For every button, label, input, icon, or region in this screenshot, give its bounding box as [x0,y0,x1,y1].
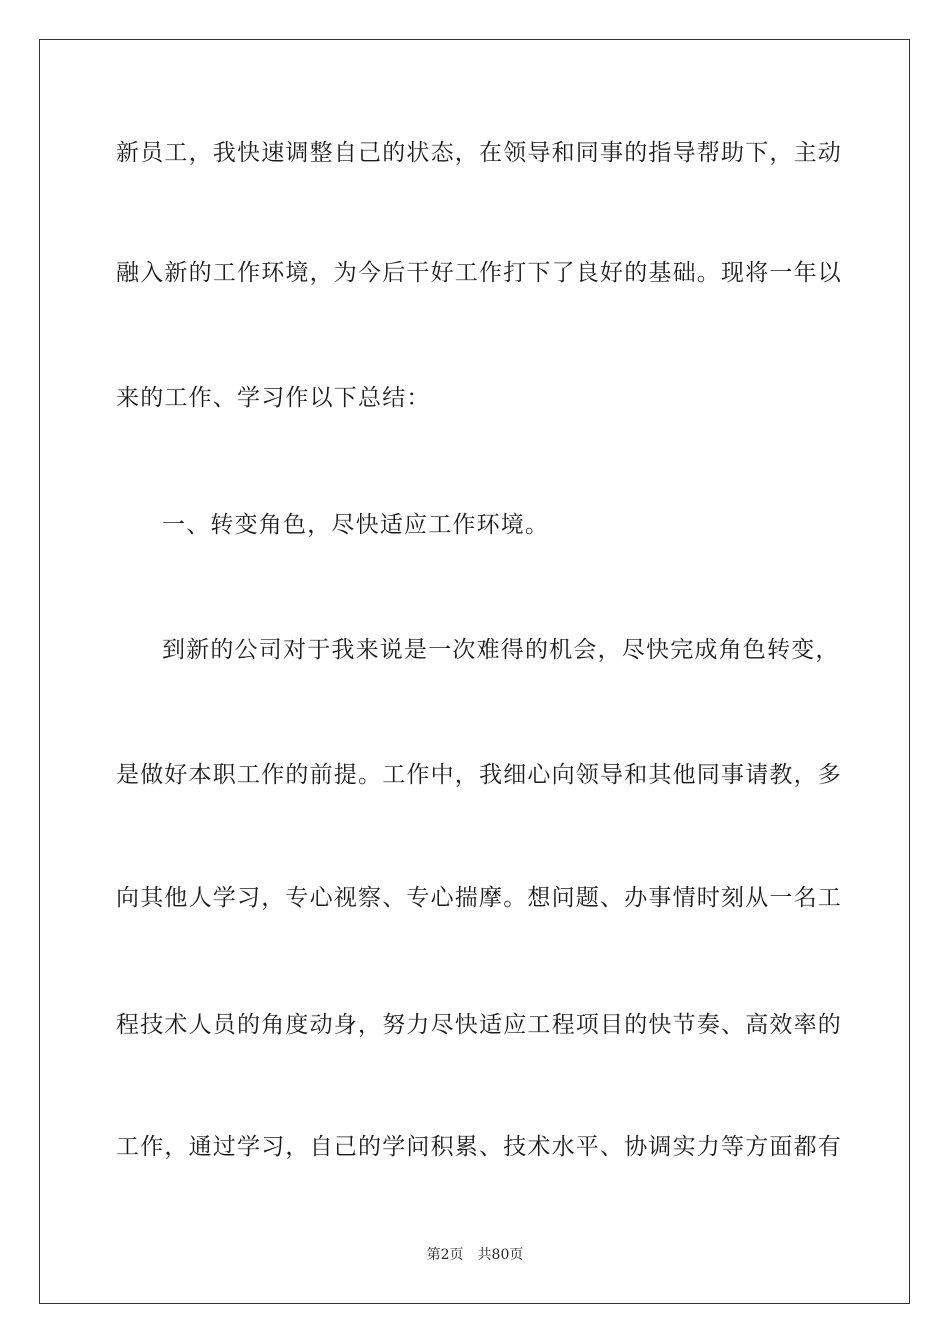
body-line-8: 程技术人员的角度动身，努力尽快适应工程项目的快节奏、高效率的 [116,1012,842,1038]
body-line-1: 新员工，我快速调整自己的状态，在领导和同事的指导帮助下，主动 [116,140,842,166]
body-line-3: 来的工作、学习作以下总结： [116,385,431,411]
page-footer [0,1246,950,1264]
body-line-7: 向其他人学习，专心视察、专心揣摩。想问题、办事情时刻从一名工 [116,885,842,911]
page-border [39,39,910,1304]
body-line-6: 是做好本职工作的前提。工作中，我细心向领导和其他同事请教，多 [116,762,842,788]
body-line-5: 到新的公司对于我来说是一次难得的机会，尽快完成角色转变， [162,637,840,663]
body-line-9: 工作，通过学习，自己的学问积累、技术水平、协调实力等方面都有 [116,1134,842,1160]
body-line-2: 融入新的工作环境，为今后干好工作打下了良好的基础。现将一年以 [116,260,842,286]
section-heading: 一、转变角色，尽快适应工作环境。 [162,512,550,538]
page-number: 第2页 [426,1247,464,1263]
page-total: 共80页 [477,1247,524,1263]
